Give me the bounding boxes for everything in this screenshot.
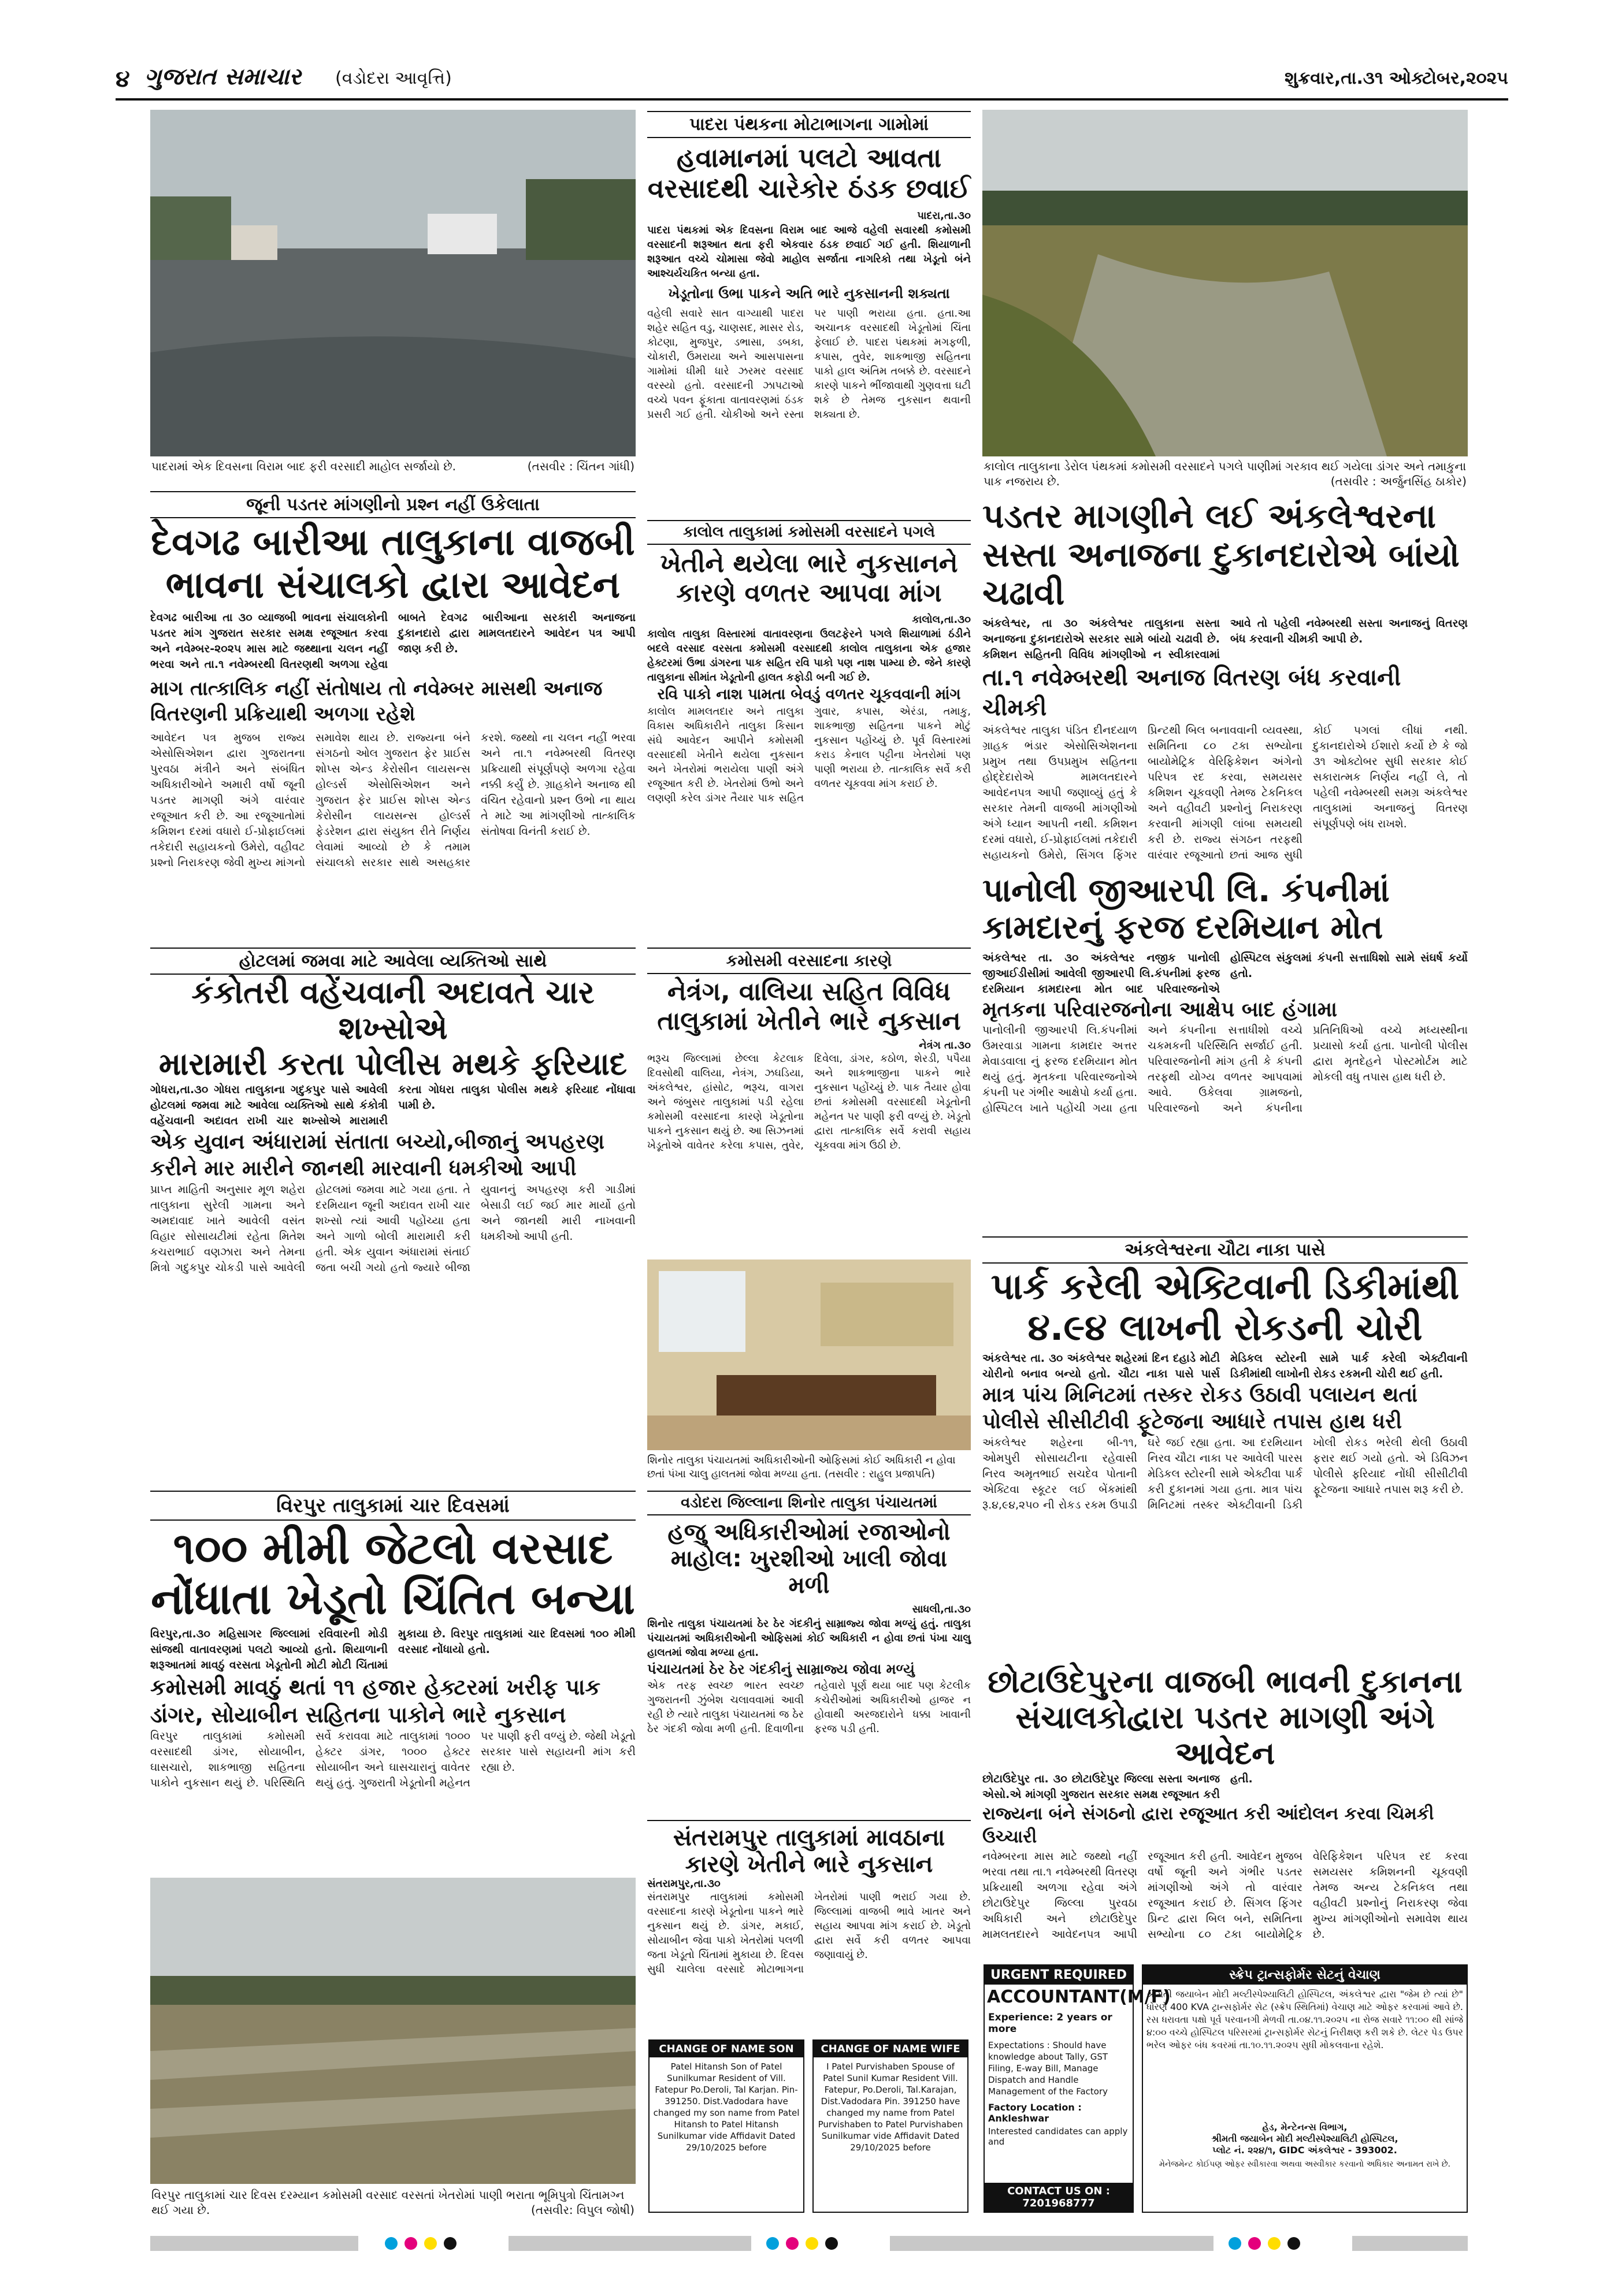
padra-dateline: પાદરા,તા.૩૦ xyxy=(917,209,971,222)
ad-son-title: CHANGE OF NAME SON xyxy=(650,2041,803,2057)
hotel-headline-1: કંકોતરી વહેંચવાની અદાવતે ચાર શખ્સોએ xyxy=(191,974,595,1047)
devgadh-body: આવેદન પત્ર મુજબ રાજ્ય એસોસિએશન દ્વારા ગુજરાતના પુરવઠા મંત્રીને અને સંબંધિત અધિકારીઓને અમારી વર્ષો જૂની પડતર માગણી અંગે વારંવાર રજૂઆત કરી છે. આ રજૂઆતોમાં કમિશન દરમાં વધારો ઈ-પ્રોફાઈલમાં તકેદારી સહાયકનો ઉમેરો, વહીવટ પ્રશ્નો નિરાકરણ જેવી મુખ્ય માંગનો સમાવેશ થાય છે. રાજ્યના બંને સંગઠનો ઓલ ગુજરાત ફેર પ્રાઈસ શોપ્સ એન્ડ કેરોસીન લાયસન્સ હોલ્ડર્સ એસોસિએશન અને ગુજરાત ફેર પ્રાઈસ શોપ્સ એન્ડ કેરોસીન લાયસન્સ હોલ્ડર્સ ફેડરેશન દ્વારા સંયુક્ત રીતે નિર્ણય લેવામાં આવ્યો છે કે તમામ સંચાલકો સરકાર સાથે અસહકાર કરશે. જથ્થો ના ચલન નહીં ભરવા અને તા.૧ નવેમ્બરથી વિતરણ પ્રક્રિયાથી સંપૂર્ણપણે અળગા રહેવા નક્કી કર્યું છે. ગ્રાહકોને અનાજ થી વંચિત રહેવાનો પ્રશ્ન ઉભો ના થાય તે માટે આ માંગણીઓ તાત્કાલિક સંતોષવા વિનંતી કરાઈ છે. xyxy=(150,731,636,870)
story-netrang xyxy=(647,948,971,1225)
theft-headline: પાર્ક કરેલી એક્ટિવાની ડિકીમાંથી ૪.૯૪ લાખની રોકડની ચોરી xyxy=(990,1265,1460,1349)
theft-subhead: માત્ર પાંચ મિનિટમાં તસ્કર રોકડ ઉઠાવી પલાયન થતાં પોલીસે સીસીટીવી ફૂટેજના આધારે તપાસ હાથ ધરી xyxy=(982,1383,1418,1433)
ad-name-change-wife xyxy=(812,2039,968,2213)
virpur-headline: ૧૦૦ મીમી જેટલો વરસાદ નોંધાતા ખેડૂતો ચિંતિત બન્યા xyxy=(151,1522,635,1625)
photo-virpur-field-art xyxy=(150,1878,636,2184)
story-devgadh xyxy=(150,491,636,886)
photo-padra-rain-art xyxy=(150,110,636,456)
photo2-caption-text: કાલોલ તાલુકાના ડેરોલ પંથકમાં કમોસમી વરસાદને પગલે પાણીમાં ગરકાવ થઈ ગયેલા ડાંગર અને તમાકુના પાક નજરાય છે. xyxy=(984,459,1467,488)
photo1-caption-text: પાદરામાં એક દિવસના વિરામ બાદ ફરી વરસાદી માહોલ સર્જાયો છે. xyxy=(151,459,457,473)
registration-dots-right xyxy=(1225,2237,1304,2252)
ankleshwar1-lead xyxy=(982,616,1468,663)
chhotaudepur-lead xyxy=(982,1771,1468,1803)
ad-name-change-son xyxy=(648,2039,804,2213)
virpur-lead xyxy=(150,1626,636,1673)
photo-kalol-field-art xyxy=(982,110,1468,456)
story-chhotaudepur xyxy=(982,1664,1468,1982)
devgadh-headline: દેવગઢ બારીઆ તાલુકાના વાજબી ભાવના સંચાલકો દ્વારા આવેદન xyxy=(151,521,635,607)
ankleshwar1-lead-text: અંકલેશ્વર તાલુકાના સસ્તા અનાજના દુકાનદારોએ સરકાર સામે બાંયો ચઢાવી છે. કમિશન સહિતની વિવિધ માંગણીઓ ન સ્વીકારવામાં આવે તો પહેલી નવેમ્બરથી સસ્તા અનાજનું વિતરણ બંધ કરવાની ચીમકી આપી છે. xyxy=(982,617,1468,662)
kalol-lead xyxy=(647,612,971,685)
kalol-kicker: કાલોલ તાલુકામાં કમોસમી વરસાદને પગલે xyxy=(647,520,971,545)
ad-scrap-title: સ્ક્રેપ ટ્રાન્સફોર્મર સેટનું વેચાણ xyxy=(1143,1966,1467,1985)
photo4-caption-text: વિરપુર તાલુકામાં ચાર દિવસ દરમ્યાન કમોસમી વરસાદ વરસતાં ખેતરોમાં પાણી ભરાતા ભૂમિપુત્રો ચિંતામગ્ન થઈ ગયા છે. xyxy=(151,2188,625,2217)
story-virpur xyxy=(150,1491,636,1844)
netrang-body: ભરૂચ જિલ્લામાં છેલ્લા કેટલાક દિવસોથી વાલિયા, નેત્રંગ, ઝઘડિયા, અંકલેશ્વર, હાંસોટ, ભરૂચ, વાગરા અને જંબુસર તાલુકામાં પડી રહેલા કમોસમી વરસાદના કારણે ખેડૂતોના પાકને નુકસાન થયું છે. આ સિઝનમાં ખેડૂતોએ વાવેતર કરેલા કપાસ, તુવેર, દિવેલા, ડાંગર, કઠોળ, શેરડી, પપૈયા અને શાકભાજીના પાકને ભારે નુકસાન પહોંચ્યું છે. પાક તૈયાર હોવા છતાં કમોસમી વરસાદથી ખેડૂતોની મહેનત પર પાણી ફરી વળ્યું છે. ખેડૂતો દ્વારા તાત્કાલિક સર્વે કરાવી સહાય ચૂકવવા માંગ ઉઠી છે. xyxy=(647,1053,971,1152)
hotel-kicker: હોટલમાં જમવા માટે આવેલા વ્યક્તિઓ સાથે xyxy=(150,948,636,975)
padra-subhead: ખેડૂતોના ઉભા પાકને અતિ ભારે નુકસાનની શક્યતા xyxy=(668,285,950,302)
photo-shinor-office xyxy=(647,1260,971,1450)
virpur-body: વિરપુર તાલુકામાં કમોસમી વરસાદથી ડાંગર, સોયાબીન, ઘાસચારો, શાકભાજી સહિતના પાકોને નુકસાન થયું છે. પરિસ્થિતિ સર્વે કરાવવા માટે તાલુકામાં ૧૦૦૦ હેક્ટર ડાંગર, ૧૦૦૦ હેક્ટર સોયાબીન અને ઘાસચારાનું વાવેતર થયું હતું. ગુજરાતી ખેડૂતોની મહેનત પર પાણી ફરી વળ્યું છે. જેથી ખેડૂતો સરકાર પાસે સહાયની માંગ કરી રહ્યા છે. xyxy=(150,1729,636,1789)
theft-dateline: અંકલેશ્વર તા. ૩૦ xyxy=(982,1351,1063,1365)
shinor-lead-text: શિનોર તાલુકા પંચાયતમાં ઠેર ઠેર ગંદકીનું સામ્રાજ્ય જોવા મળ્યું હતું. તાલુકા પંચાયતમાં અધિકારીઓની ઓફિસમાં કોઈ અધિકારી ન હોવા છતાં પંખા ચાલુ હાલતમાં જોવા મળ્યા હતા. xyxy=(647,1618,971,1659)
ad-job-location: Factory Location : Ankleshwar xyxy=(988,2102,1082,2124)
shinor-lead xyxy=(647,1602,971,1660)
theft-kicker: અંકલેશ્વરના ચૌટા નાકા પાસે xyxy=(982,1236,1468,1264)
netrang-kicker: કમોસમી વરસાદના કારણે xyxy=(647,948,971,974)
ad-scrap-addr1: હેડ, મેન્ટેનન્સ વિભાગ, xyxy=(1262,2122,1348,2132)
chhotaudepur-dateline: છોટાઉદેપુર તા. ૩૦ xyxy=(982,1773,1067,1786)
kalol-subhead: રવિ પાકો નાશ પામતા બેવડું વળતર ચૂકવવાની માંગ xyxy=(657,686,961,704)
story-theft xyxy=(982,1236,1468,1608)
hotel-lead-text: ગોધરા તાલુકાના ગદુકપુર પાસે આવેલી હોટલમાં જમવા માટે આવેલા વ્યક્તિઓ સાથે કંકોત્રી વહેંચવાની અદાવત રાખી ચાર શખ્સોએ મારામારી કરતા ગોધરા તાલુકા પોલીસ મથકે ફરિયાદ નોંધાવા પામી છે. xyxy=(150,1083,636,1128)
hotel-subhead: એક યુવાન અંધારામાં સંતાતા બચ્યો,બીજાનું અપહરણ કરીને માર મારીને જાનથી મારવાની ધમકીઓ આપી xyxy=(150,1130,605,1181)
story-padra xyxy=(647,111,971,445)
santrampur-dateline: સંતરામપુર,તા.૩૦ xyxy=(647,1878,721,1890)
photo2-credit: (તસવીર : અર્જુનસિંહ ઠાકોર) xyxy=(1330,474,1467,488)
masthead-logo: ગુજરાત સમાચાર xyxy=(144,64,301,90)
story-hotel xyxy=(150,948,636,1355)
hotel-lead xyxy=(150,1082,636,1129)
photo3-caption-text: શિનોર તાલુકા પંચાયતમાં અધિકારીઓની ઓફિસમાં કોઈ અધિકારી ન હોવા છતાં પંખા ચાલુ હાલતમાં જોવા મળ્યા હતા. xyxy=(647,1454,956,1480)
ad-wife-title: CHANGE OF NAME WIFE xyxy=(814,2041,967,2057)
footer-strip-right xyxy=(1352,2236,1468,2251)
panoli-headline: પાનોલી જીઆરપી લિ. કંપનીમાં કામદારનું ફરજ દરમિયાન મોત xyxy=(982,872,1390,947)
padra-headline: હવામાનમાં પલટો આવતા વરસાદથી ચારેકોર ઠંડક છવાઈ xyxy=(647,142,971,204)
ankleshwar1-subhead: તા.૧ નવેમ્બરથી અનાજ વિતરણ બંધ કરવાની ચીમકી xyxy=(982,664,1401,722)
santrampur-headline: સંતરામપુર તાલુકામાં માવઠાના કારણે ખેતીને ભારે નુકસાન xyxy=(647,1820,971,1878)
ankleshwar1-headline: પડતર માગણીને લઈ અંકલેશ્વરના સસ્તા અનાજના દુકાનદારોએ બાંયો ચઢાવી xyxy=(982,496,1460,613)
photo3-credit: (તસવીર : રાહુલ પ્રજાપતિ) xyxy=(824,1468,936,1480)
photo-shinor-office-art xyxy=(647,1260,971,1450)
story-kalol xyxy=(647,520,971,843)
ad-accountant-job xyxy=(984,1964,1171,2213)
kalol-headline: ખેતીને થયેલા ભારે નુકસાનને કારણે વળતર આપવા માંગ xyxy=(660,549,958,608)
ad-job-title: URGENT REQUIRED xyxy=(985,1966,1133,1985)
devgadh-lead xyxy=(150,610,636,673)
chhotaudepur-body: નવેમ્બરના માસ માટે જથ્થો નહીં ભરવા તથા તા.૧ નવેમ્બરથી વિતરણ પ્રક્રિયાથી અળગા રહેવા અંગે છોટાઉદેપુર જિલ્લા પુરવઠા અધિકારી અને છોટાઉદેપુર મામલતદારને આવેદનપત્ર આપી રજૂઆત કરી હતી. આવેદન મુજબ વર્ષો જૂની અને ગંભીર પડતર માંગણીઓ અંગે તો વારંવાર રજૂઆત કરાઈ છે. સિંગલ ફિંગર પ્રિન્ટ દ્વારા બિલ બને, સમિતિના સભ્યોના ૮૦ ટકા બાયોમેટ્રિક વેરિફિકેશન પરિપત્ર રદ કરવા સમયસર કમિશનની ચૂકવણી તેમજ અન્ય ટેકનિકલ તથા વહીવટી પ્રશ્નોનું નિરાકરણ જેવા મુખ્ય માંગણીઓનો સમાવેશ થાય છે. xyxy=(982,1850,1468,1941)
virpur-lead-text: મહિસાગર જિલ્લામાં રવિવારની મોડી સાંજથી વાતાવરણમાં પલટો આવ્યો હતો. શિયાળાની શરૂઆતમાં માવઠું વરસતા ખેડૂતોની મોટી મોટી ચિંતામાં મુકાયા છે. વિરપુર તાલુકામાં ચાર દિવસમાં ૧૦૦ મીમી વરસાદ નોંધાયો હતો. xyxy=(150,1627,636,1671)
virpur-dateline: વિરપુર,તા.૩૦ xyxy=(150,1627,210,1640)
hotel-body: પ્રાપ્ત માહિતી અનુસાર મૂળ શહેરા તાલુકાના સુરેલી ગામના અને અમદાવાદ ખાતે આવેલી વસંત વિહાર સોસાયટીમાં રહેતા મિતેશ કચરાભાઈ વણઝારા અને તેમના મિત્રો ગદુકપુર ચોકડી પાસે આવેલી હોટલમાં જમવા માટે ગયા હતા. તે દરમિયાન જૂની અદાવત રાખી ચાર શખ્સો ત્યાં આવી પહોંચ્યા હતા અને ગાળો બોલી મારામારી કરી હતી. એક યુવાન અંધારામાં સંતાઈ જતા બચી ગયો હતો જ્યારે બીજા યુવાનનું અપહરણ કરી ગાડીમાં બેસાડી લઈ જઈ માર માર્યો હતો અને જાનથી મારી નાખવાની ધમકીઓ આપી હતી. xyxy=(150,1183,636,1275)
hotel-headline-2: મારામારી કરતા પોલીસ મથકે ફરિયાદ xyxy=(158,1046,628,1083)
photo1-caption xyxy=(151,459,634,474)
panoli-lead-text: અંકલેશ્વર નજીક પાનોલી જીઆઈડીસીમાં આવેલી જીઆરપી લિ.કંપનીમાં ફરજ દરમિયાન કામદારના મોત બાદ પરિવારજનોએ હોસ્પિટલ સંકુલમાં કંપની સત્તાધિશો સામે સંઘર્ષ કર્યો હતો. xyxy=(982,951,1468,995)
footer-strip-mid2 xyxy=(890,2236,1214,2251)
shinor-dateline: સાધલી,તા.૩૦ xyxy=(912,1603,971,1615)
shinor-headline: હજુ અધિકારીઓમાં રજાઓનો માહોલ: ખુરશીઓ ખાલી જોવા મળી xyxy=(667,1519,951,1599)
registration-dots-mid xyxy=(763,2237,841,2252)
ad-job-contact: CONTACT US ON : 7201968777 xyxy=(985,2183,1133,2212)
photo2-caption xyxy=(984,459,1467,489)
story-shinor xyxy=(647,1491,971,1823)
theft-lead xyxy=(982,1351,1468,1382)
virpur-kicker: વિરપુર તાલુકામાં ચાર દિવસમાં xyxy=(150,1491,636,1521)
story-ankleshwar-ration xyxy=(982,497,1468,896)
netrang-headline: નેત્રંગ, વાલિયા સહિત વિવિધ તાલુકામાં ખેતીને ભારે નુકસાન xyxy=(657,977,961,1036)
devgadh-kicker: જૂની પડતર માંગણીનો પ્રશ્ન નહીં ઉકેલાતા xyxy=(150,491,636,518)
padra-kicker: પાદરા પંથકના મોટાભાગના ગામોમાં xyxy=(647,111,971,138)
devgadh-lead-text: વ્યાજબી ભાવના સંચાલકોની પડતર માંગ ગુજરાત સરકાર સમક્ષ રજૂઆત કરવા અને નવેમ્બર-૨૦૨૫ માસ માટે જથ્થાના ચલન નહીં ભરવા અને તા.૧ નવેમ્બરથી વિતરણથી અળગા રહેવા બાબતે દેવગઢ બારીઆના સરકારી અનાજના દુકાનદારો દ્વારા મામલતદારને આવેદન પત્ર આપી જાણ કરી છે. xyxy=(150,611,636,671)
shinor-kicker: વડોદરા જિલ્લાના શિનોર તાલુકા પંચાયતમાં xyxy=(647,1491,971,1515)
ad-scrap-body: શ્રીમતી જયાબેન મોદી મલ્ટીસ્પેશ્યાલિટી હોસ્પિટલ, અંકલેશ્વર દ્વારા "જેમ છે ત્યાં છે" ધોરણે 400 KVA ટ્રાન્સફોર્મર સેટ (સ્ક્રેપ સ્થિતિમાં) વેચાણ માટે ઓફર કરવામાં આવે છે. રસ ધરાવતા પક્ષો પૂર્વ પરવાનગી મેળવી તા.૦૪.૧૧.૨૦૨૫ ના રોજ સવારે ૧૧:૦૦ થી સાંજે ૪:૦૦ વચ્ચે હોસ્પિટલ પરિસરમાં ટ્રાન્સફોર્મર સેટનું નિરીક્ષણ કરી શકે છે. લેટર પેડ ઉપર ભરેલ ઓફર બંધ કવરમાં તા.૧૦.૧૧.૨૦૨૫ સુધી મોકલવાના રહેશે. xyxy=(1146,1989,1463,2050)
padra-lead-text: પાદરા પંથકમાં એક દિવસના વિરામ બાદ આજે વહેલી સવારથી કમોસમી વરસાદની શરૂઆત થતા ફરી એકવાર ઠંડક છવાઈ ગઈ હતી. શિયાળાની શરૂઆત વચ્ચે ચોમાસા જેવો માહોલ સર્જાતા નાગરિકો તથા ખેડૂતો બંને આશ્ચર્યચકિત બન્યા હતા. xyxy=(647,224,971,280)
hotel-dateline: ગોધરા,તા.૩૦ xyxy=(150,1083,209,1097)
kalol-lead-text: કાલોલ તાલુકા વિસ્તારમાં વાતાવરણના ઉલટફેરને પગલે શિયાળામાં ઠંડીને બદલે વરસાદ વરસતા કમોસમી વરસાદથી કાલોલ તાલુકાના એક હજાર હેક્ટરમાં ઉભા ડાંગરના પાક સહિત રવિ પાકો પણ નાશ પામ્યા છે. જેને કારણે તાલુકાના સીમાંત ખેડૂતોની હાલત કફોડી બની ગઈ છે. xyxy=(647,628,971,684)
issue-date: શુક્રવાર,તા.૩૧ ઓક્ટોબર,૨૦૨૫ xyxy=(1284,68,1508,88)
story-santrampur xyxy=(647,1820,971,1991)
photo1-credit: (તસવીર : ચિંતન ગાંધી) xyxy=(527,459,634,473)
panoli-body: પાનોલીની જીઆરપી લિ.કંપનીમાં ઉમરવાડા ગામના કામદાર અત્તર મેવાડવાલા નું ફરજ દરમિયાન મોત થયું હતું. મૃતકના પરિવારજનોએ કંપની પર ગંભીર આક્ષેપો કર્યા હતા. હોસ્પિટલ ખાતે પહોંચી ગયા હતા અને કંપનીના સત્તાધીશો વચ્ચે ચકમકની પરિસ્થિતિ સર્જાઈ હતી. પરિવારજનોની માંગ હતી કે કંપની તરફથી યોગ્ય વળતર આપવામાં આવે. ઉકેલવા ગ્રામજનો, પરિવારજનો અને કંપનીના પ્રતિનિધિઓ વચ્ચે મધ્યસ્થીના પ્રયાસો કર્યા હતા. પાનોલી પોલીસ દ્વારા મૃતદેહને પોસ્ટમોર્ટમ માટે મોકલી વધુ તપાસ હાથ ધરી છે. xyxy=(982,1023,1468,1114)
footer-strip-mid1 xyxy=(509,2236,751,2251)
shinor-body: એક તરફ સ્વચ્છ ભારત સ્વચ્છ ગુજરાતની ઝુંબેશ ચલાવવામાં આવી રહી છે ત્યારે તાલુકા પંચાયતમાં જ ઠેર ઠેર ગંદકી જોવા મળી હતી. દિવાળીના તહેવારો પૂર્ણ થયા બાદ પણ કેટલીક કચેરીઓમાં અધિકારીઓ હાજર ન હોવાથી અરજદારોને ધક્કા ખાવાની ફરજ પડી હતી. xyxy=(647,1680,971,1735)
panoli-dateline: અંકલેશ્વર તા. ૩૦ xyxy=(982,951,1079,964)
edition-label: (વડોદરા આવૃત્તિ) xyxy=(335,68,452,88)
padra-lead xyxy=(647,209,971,281)
ad-job-body: Expectations : Should have knowledge about Tally, GST Filing, E-way Bill, Manage Dispatch and Handle Management of the Factory xyxy=(988,2040,1108,2097)
ad-wife-body: I Patel Purvishaben Spouse of Patel Sunil Kumar Resident Vill. Fatepur, Po.Deroli, Tal.Karajan, Dist.Vadodara Pin. 391250 have changed my name from Patel Purvishaben to Patel Purvishaben Sunilkumar vide Affidavit Dated 29/10/2025 before xyxy=(818,2061,963,2153)
padra-body: વહેલી સવારે સાત વાગ્યાથી પાદરા શહેર સહિત વડુ, ચાણસદ, માસર રોડ, કોટણા, મુજપુર, ડભાસા, ડબકા, ચોકારી, ઉમરાયા અને આસપાસના ગામોમાં ધીમી ધારે ઝરમર વરસાદ વરસ્યો હતો. વરસાદની ઝાપટાઓ વચ્ચે પવન ફૂંકાતા વાતાવરણમાં ઠંડક પ્રસરી ગઈ હતી. ચોકીઓ અને રસ્તા પર પાણી ભરાયા હતા. હતા.આ અચાનક વરસાદથી ખેડૂતોમાં ચિંતા ફેલાઈ છે. પાદરા પંથકમાં મગફળી, કપાસ, તુવેર, શાકભાજી સહિતના પાકો હાલ અંતિમ તબક્કે છે. વરસાદને કારણે પાકને ભીંજાવાથી ગુણવત્તા ઘટી શકે છે તેમજ નુકસાન થવાની શક્યતા છે. xyxy=(647,307,971,421)
chhotaudepur-subhead: રાજ્યના બંને સંગઠનો દ્વારા રજૂઆત કરી આંદોલન કરવા ચિમકી ઉચ્ચારી xyxy=(982,1804,1434,1848)
ad-scrap-addr2: શ્રીમતી જયાબેન મોદી મલ્ટીસ્પેશ્યાલિટી હોસ્પિટલ, xyxy=(1211,2133,1398,2144)
santrampur-body: સંતરામપુર તાલુકામાં કમોસમી વરસાદના કારણે ખેડૂતોના પાકને ભારે નુકસાન થયું છે. ડાંગર, મકાઈ, સોયાબીન જેવા પાકો ખેતરોમાં પલળી જતા ખેડૂતો ચિંતામાં મુકાયા છે. દિવસ સુધી ચાલેલા વરસાદે મોટાભાગના ખેતરોમાં પાણી ભરાઈ ગયા છે. જિલ્લામાં વાજબી ભાવે ખાતર અને સહાય આપવા માંગ કરાઈ છે. ખેડૂતો દ્વારા સર્વે કરી વળતર આપવા જણાવાયું છે. xyxy=(647,1891,971,1975)
chhotaudepur-lead-text: છોટાઉદેપુર જિલ્લા સસ્તા અનાજ એસો.એ માંગણી ગુજરાત સરકાર સમક્ષ રજૂઆત કરી હતી. xyxy=(982,1773,1253,1801)
header-rule xyxy=(116,98,1508,101)
devgadh-subhead: માગ તાત્કાલિક નહીં સંતોષાય તો નવેમ્બર માસથી અનાજ વિતરણની પ્રક્રિયાથી અળગા રહેશે xyxy=(150,677,603,726)
story-panoli xyxy=(982,872,1468,1196)
ad-scrap-foot: મેનેજમેન્ટ કોઈપણ ઓફર સ્વીકારવા અથવા અસ્વીકાર કરવાનો અધિકાર અનામત રાખે છે. xyxy=(1159,2160,1450,2169)
devgadh-dateline: દેવગઢ બારીઆ તા ૩૦ xyxy=(150,611,253,625)
theft-body: અંકલેશ્વર શહેરના બી-૧૧, ઓમપુરી સોસાયટીના રહેવાસી નિરવ અમૃતભાઈ સચદેવ પોતાની એક્ટિવા સ્કૂટર લઈ બેંકમાંથી રૂ.૪,૯૪,૨૫૦ ની રોકડ રકમ ઉપાડી ઘરે જઈ રહ્યા હતા. આ દરમિયાન નિરવ ચૌટા નાકા પર આવેલી પારસ મેડિકલ સ્ટોરની સામે એક્ટીવા પાર્ક કરી દુકાનમાં ગયા હતા. માત્ર પાંચ મિનિટમાં તસ્કર એક્ટીવાની ડિકી ખોલી રોકડ ભરેલી થેલી ઉઠાવી ફરાર થઈ ગયો હતો. એ ડિવિઝન પોલીસે ફરિયાદ નોંધી સીસીટીવી ફૂટેજના આધારે તપાસ શરૂ કરી છે. xyxy=(982,1436,1468,1511)
ankleshwar1-dateline: અંકલેશ્વર, તા ૩૦ xyxy=(982,617,1078,630)
ad-job-note: Interested candidates can apply and xyxy=(988,2126,1128,2147)
ankleshwar1-body: અંકલેશ્વર તાલુકા પંડિત દીનદયાળ ગ્રાહક ભંડાર એસોસિએશનના પ્રમુખ તથા ઉપપ્રમુખ સહિતના હોદ્દેદારોએ મામલતદારને આવેદનપત્ર આપી જણાવ્યું હતું કે સરકાર તેમની વાજબી માંગણીઓ અંગે ધ્યાન આપતી નથી. કમિશન દરમાં વધારો, ઈ-પ્રોફાઈલમાં તકેદારી સહાયકનો ઉમેરો, સિંગલ ફિંગર પ્રિન્ટથી બિલ બનાવવાની વ્યવસ્થા, સમિતિના ૮૦ ટકા સભ્યોના બાયોમેટ્રિક વેરિફિકેશન અંગેનો પરિપત્ર રદ કરવા, સમયસર કમિશન ચૂકવણી તેમજ ટેકનિકલ અને વહીવટી પ્રશ્નોનું નિરાકરણ કરવાની માંગણી લાંબા સમયથી કરી છે. રાજ્ય સંગઠન તરફથી વારંવાર રજૂઆતો છતાં આજ સુધી કોઈ પગલાં લીધાં નથી. દુકાનદારોએ ઈશારો કર્યો છે કે જો ૩૧ ઓક્ટોબર સુધી સરકાર કોઈ સકારાત્મક નિર્ણય નહીં લે, તો પહેલી નવેમ્બરથી સમગ્ર અંકલેશ્વર તાલુકામાં અનાજનું વિતરણ સંપૂર્ણપણે બંધ રાખશે. xyxy=(982,724,1468,862)
ad-job-role: ACCOUNTANT(M/F) xyxy=(987,1987,1171,2007)
ad-scrap-transformer xyxy=(1142,1964,1468,2213)
masthead-bar xyxy=(116,55,1508,96)
footer-strip-left xyxy=(150,2236,358,2251)
photo-kalol-field xyxy=(982,110,1468,456)
page-number: ૪ xyxy=(116,66,130,92)
photo4-caption xyxy=(151,2187,634,2217)
theft-lead-text: અંકલેશ્વર શહેરમાં દિન દહાડે મોટી ચોરીનો બનાવ બન્યો હતો. ચૌટા નાકા પાસે પાર્સ મેડિકલ સ્ટોરની સામે પાર્ક કરેલી એક્ટીવાની ડિકીમાંથી લાખોની રોકડ રકમની ચોરી થઈ હતી. xyxy=(982,1351,1468,1380)
ad-scrap-addr3: પ્લોટ નં. ૨૨૪/૧, GIDC અંકલેશ્વર - 393002. xyxy=(1212,2145,1397,2156)
registration-dots-left xyxy=(381,2237,460,2252)
kalol-body: કાલોલ મામલતદાર અને તાલુકા વિકાસ અધિકારીને તાલુકા કિસાન સંઘે આવેદન આપીને કમોસમી વરસાદથી ખેતીને થયેલા નુકસાન અને ખેતરોમાં ભરાયેલા પાણી અંગે રજૂઆત કરી છે. ખેતરોમાં ઉભો અને લણણી કરેલ ડાંગર તૈયાર પાક સહિત ગુવાર, કપાસ, એરંડા, તમાકુ, શાકભાજી સહિતના પાકને મોટું નુકસાન પહોંચ્યું છે. પૂર્વ વિસ્તારમાં કરાડ કેનાલ પટ્ટીના ખેતરોમાં પણ પાણી ભરાયા છે. તાત્કાલિક સર્વે કરી વળતર ચૂકવવા માંગ કરાઈ છે. xyxy=(647,705,971,805)
chhotaudepur-headline: છોટાઉદેપુરના વાજબી ભાવની દુકાનના સંચાલકોદ્વારા પડતર માગણી અંગે આવેદન xyxy=(988,1663,1463,1772)
netrang-dateline: નેત્રંગ તા.૩૦ xyxy=(919,1039,971,1052)
kalol-dateline: કાલોલ,તા.૩૦ xyxy=(912,614,971,626)
ad-job-exp: Experience: 2 years or more xyxy=(988,2012,1112,2035)
photo-padra-rain xyxy=(150,110,636,456)
photo-virpur-field xyxy=(150,1878,636,2184)
photo4-credit: (તસવીર: વિપુલ જોષી) xyxy=(531,2203,634,2217)
shinor-subhead: પંચાયતમાં ઠેર ઠેર ગંદકીનું સામ્રાજ્ય જોવા મળ્યું xyxy=(647,1661,915,1677)
panoli-lead xyxy=(982,950,1468,997)
ad-son-body: Patel Hitansh Son of Patel Sunilkumar Resident of Vill. Fatepur Po.Deroli, Tal Karjan. Pin-391250. Dist.Vadodara have changed my son name from Patel Hitansh to Patel Hitansh Sunilkumar vide Affidavit Dated 29/10/2025 before xyxy=(653,2061,800,2153)
panoli-subhead: મૃતકના પરિવારજનોના આક્ષેપ બાદ હંગામા xyxy=(982,997,1338,1021)
virpur-subhead: કમોસમી માવઠું થતાં ૧૧ હજાર હેક્ટરમાં ખરીફ પાક ડાંગર, સોયાબીન સહિતના પાકોને ભારે નુકસાન xyxy=(150,1674,601,1727)
photo3-caption xyxy=(647,1454,971,1481)
